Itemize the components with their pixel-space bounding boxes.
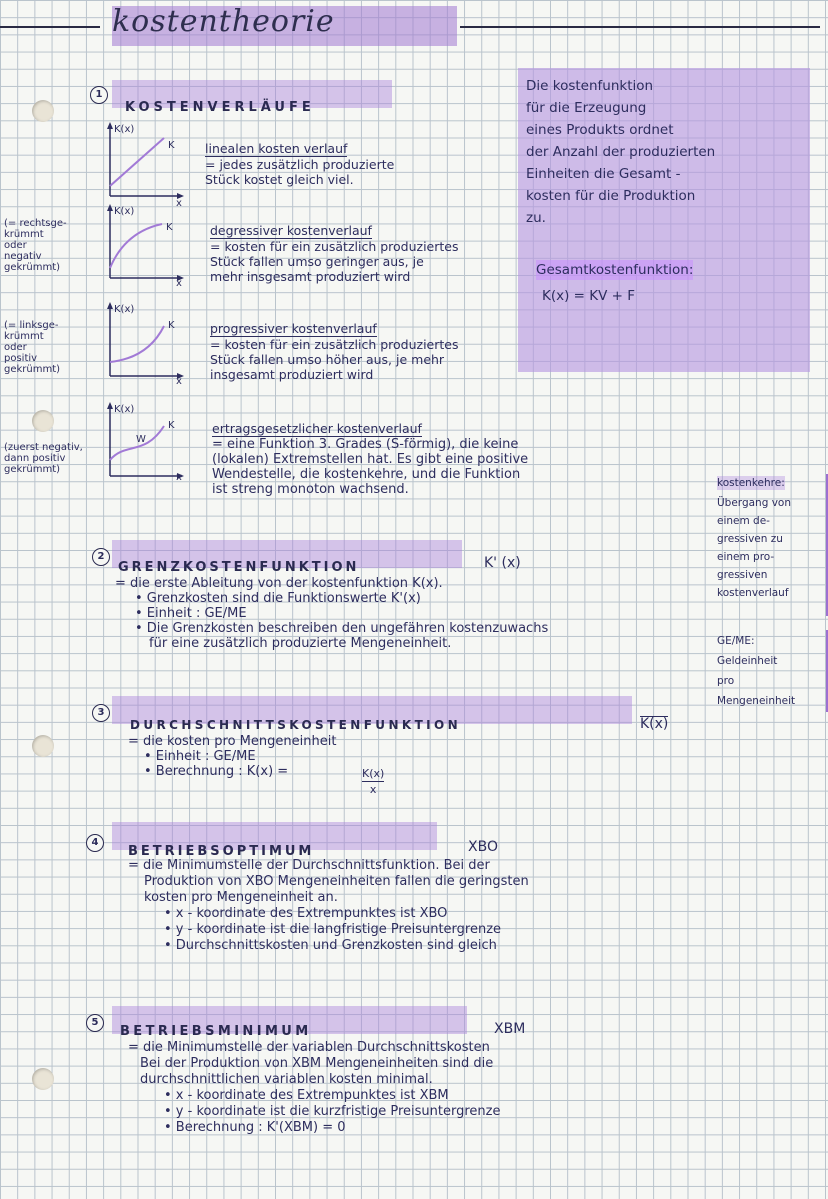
curve-title: ertragsgesetzlicher kostenverlauf (212, 421, 422, 436)
section3-body: = die kosten pro Mengeneinheit • Einheit : GE/ME • Berechnung : K(x) = (128, 734, 337, 779)
section-heading: BETRIEBSMINIMUM (120, 1024, 312, 1039)
side-note-kehre: kostenkehre: Übergang von einem de- gressiven zu einem pro- gressiven kostenverlauf (713, 474, 828, 616)
w-label: W (136, 434, 146, 445)
axis-label: K(x) (114, 124, 135, 135)
side-note-progressiv: (= linksge- krümmt oder positiv gekrümmt) (4, 320, 61, 375)
box-formula: K(x) = KV + F (542, 288, 636, 304)
curve-title: progressiver kostenverlauf (210, 321, 377, 336)
curve-ertrag: ertragsgesetzlicher kostenverlauf = eine Funktion 3. Grades (S-förmig), die keine (lokalen) Extremstellen hat. Es gibt eine positive Wendestelle, die kostenkehre, und die Funktion ist streng monoton wachsend. (212, 421, 529, 497)
section-formula: K' (x) (484, 555, 521, 571)
curve-label: K (168, 320, 175, 331)
section-formula: XBO (468, 839, 498, 855)
punch-hole (32, 1068, 54, 1090)
section4-body: = die Minimumstelle der Durchschnittsfunktion. Bei der Produktion von XBO Mengeneinheiten fallen die geringsten kosten pro Mengeneinheit an. • x - koordinate des Extrempunktes ist XBO • y - koordinate ist die langfristige Preisuntergrenze • Durchschnittskosten und Grenzkosten sind gleich (128, 858, 529, 953)
section-number: 5 (86, 1014, 104, 1032)
x-label: x (176, 278, 182, 289)
axis-label: K(x) (114, 404, 135, 415)
section-number: 1 (90, 86, 108, 104)
x-label: x (176, 198, 182, 209)
curve-label: K (168, 140, 175, 151)
punch-hole (32, 100, 54, 122)
box-label: Gesamtkostenfunktion: (536, 262, 694, 278)
side-note-geme: GE/ME: Geldeinheit pro Mengeneinheit (713, 630, 828, 712)
section-number: 4 (86, 834, 104, 852)
axis-label: K(x) (114, 304, 135, 315)
axis-label: K(x) (114, 206, 135, 217)
curve-label: K (168, 420, 175, 431)
punch-hole (32, 735, 54, 757)
curve-title: degressiver kostenverlauf (210, 223, 372, 238)
fraction: K(x) x (362, 767, 385, 796)
curve-linear: linealen kosten verlauf = jedes zusätzlich produzierte Stück kostet gleich viel. (205, 141, 395, 187)
section-heading: KOSTENVERLÄUFE (125, 100, 315, 115)
curve-label: K (166, 222, 173, 233)
title-rule (460, 26, 820, 28)
section-heading: GRENZKOSTENFUNKTION (118, 560, 360, 575)
x-label: x (176, 472, 182, 483)
x-label: x (176, 376, 182, 387)
section-formula: XBM (494, 1021, 526, 1037)
section2-body: = die erste Ableitung von der kostenfunktion K(x). • Grenzkosten sind die Funktionswerte K'(x) • Einheit : GE/ME • Die Grenzkosten beschreiben den ungefähren kostenzuwachs für eine zusätzlich produzierte Mengeneinheit. (115, 576, 549, 651)
section-number: 3 (92, 704, 110, 722)
curve-degressiv: degressiver kostenverlauf = kosten für ein zusätzlich produziertes Stück fallen umso geringer aus, je mehr insgesamt produziert wird (210, 223, 459, 284)
punch-hole (32, 410, 54, 432)
page-title: kostentheorie (112, 4, 335, 39)
section-heading: BETRIEBSOPTIMUM (128, 844, 315, 859)
curve-title: linealen kosten verlauf (205, 141, 348, 156)
title-rule (0, 26, 100, 28)
curve-progressiv: progressiver kostenverlauf = kosten für ein zusätzlich produziertes Stück fallen umso höher aus, je mehr insgesamt produziert wird (210, 321, 459, 382)
side-note-degressiv: (= rechtsge- krümmt oder negativ gekrümmt) (4, 218, 67, 273)
definition-box: Die kostenfunktion für die Erzeugung eines Produkts ordnet der Anzahl der produzierten Einheiten die Gesamt - kosten für die Produktion zu. Gesamtkostenfunktion: K(x) = KV + F (518, 68, 810, 372)
section-heading: DURCHSCHNITTSKOSTENFUNKTION (130, 718, 462, 732)
section5-body: = die Minimumstelle der variablen Durchschnittskosten Bei der Produktion von XBM Mengeneinheiten sind die durchschnittlichen variablen kosten minimal. • x - koordinate des Extrempunktes ist XBM • y - koordinate ist die kurzfristige Preisuntergrenze • Berechnung : K'(XBM) = 0 (128, 1040, 501, 1135)
section-formula: K(x) (640, 716, 669, 732)
side-note-ertrag: (zuerst negativ, dann positiv gekrümmt) (4, 442, 83, 475)
section-number: 2 (92, 548, 110, 566)
